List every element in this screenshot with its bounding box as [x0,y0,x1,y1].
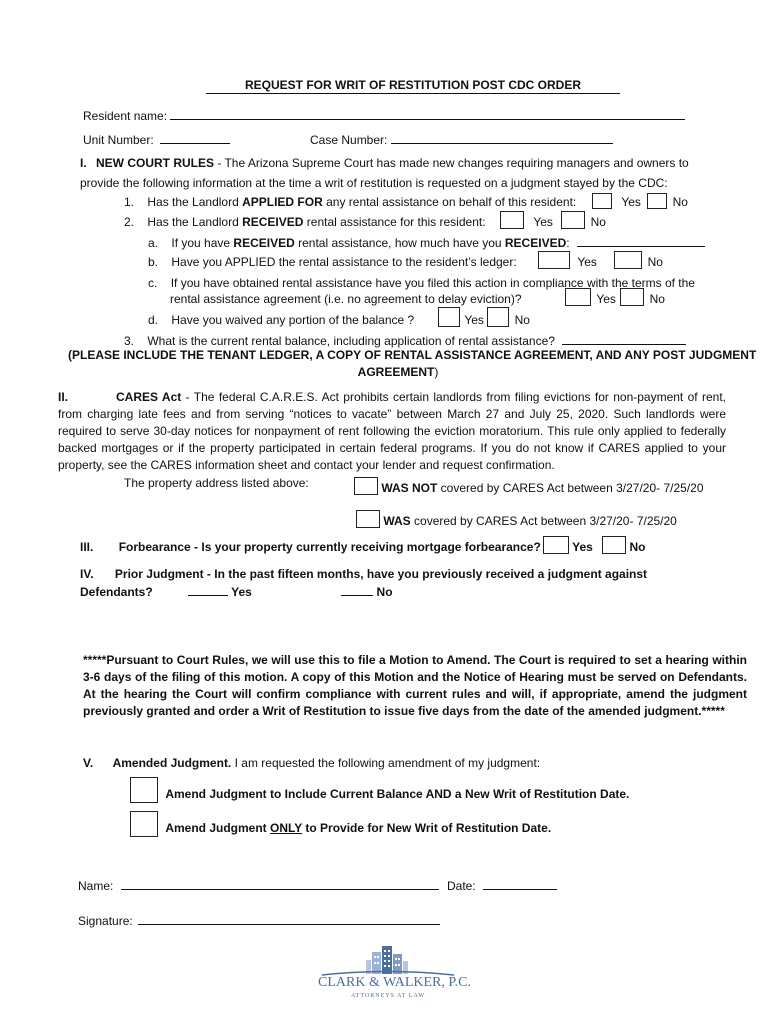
unit-number-field[interactable] [160,132,230,144]
question-2d: d. Have you waived any portion of the balance ? [148,313,415,327]
qd-answers [438,307,530,328]
amend-writ-only-checkbox[interactable] [130,811,158,837]
question-2a: a. If you have RECEIVED rental assistance, how much have you RECEIVED: [148,235,705,251]
amend-option-1: Amend Judgment to Include Current Balance AND a New Writ of Restitution Date. [130,777,629,803]
section2-heading: CARES Act [116,390,182,404]
include-ledger-note: (PLEASE INCLUDE THE TENANT LEDGER, A COPY OF RENTAL ASSISTANCE AGREEMENT, AND ANY POST JUDGMENT [68,348,757,362]
qb-no-label: No [647,255,663,269]
section1-numeral: I. [80,156,87,170]
section5-numeral: V. [83,756,94,770]
qd-yes-checkbox[interactable] [438,307,460,327]
question-2: 2. Has the Landlord RECEIVED rental assistance for this resident: [124,215,486,229]
qd-no-checkbox[interactable] [487,307,509,327]
section2-numeral: II. [58,390,69,404]
was-covered-checkbox[interactable] [356,510,380,528]
case-number-field[interactable] [391,132,613,144]
q2-no-checkbox[interactable] [561,211,585,229]
qc-no-label: No [649,292,665,306]
name-row [78,878,439,894]
date-field[interactable] [483,878,557,890]
section2-paragraph [58,389,726,474]
amend-option-2: Amend Judgment ONLY to Provide for New Writ of Restitution Date. [130,811,551,837]
question-3: 3. What is the current rental balance, including application of rental assistance? [124,333,686,349]
section1-heading: NEW COURT RULES [96,156,215,170]
firm-tagline: ATTORNEYS AT LAW [351,993,425,999]
qc-yes-label: Yes [596,292,616,306]
buildings-icon [318,944,458,978]
q1-answers [592,193,688,210]
q1-yes-checkbox[interactable] [592,193,612,209]
section3-answers: Yes No [543,536,646,555]
resident-name-row [83,108,685,124]
section4-prior-judgment: IV. Prior Judgment - In the past fifteen months, have you previously received a judgment against [80,567,648,581]
qb-no-checkbox[interactable] [614,251,642,269]
section3-numeral: III. [80,540,94,554]
resident-name-label: Resident name: [83,109,168,123]
section4-numeral: IV. [80,567,94,581]
qd-yes-label: Yes [464,313,484,327]
section1-heading-line [80,156,689,171]
q2-no-label: No [590,215,606,229]
q1-no-checkbox[interactable] [647,193,667,209]
section2-body: - The federal C.A.R.E.S. Act prohibits certain landlords from filing evictions for non-payment of rent, from charging late fees and from serving “notices to vacate” between March 27 and July 25, 2020. Such landlords were required to serve 30-day notices for nonpayment of rent following the eviction moratorium. This rule only applied to federally backed mortgages or if the property participated in certain federal programs. If you do not know if CARES applied to your property, see the CARES information sheet and contact your lender and request confirmation. [58,390,727,472]
unit-number-row [83,132,230,148]
section3-forbearance: III. Forbearance - Is your property currently receiving mortgage forbearance? [80,540,541,554]
signature-field[interactable] [138,913,440,925]
qc-answers [565,288,665,307]
cares-option-2: WAS covered by CARES Act between 3/27/20- 7/25/20 [356,510,677,529]
unit-number-label: Unit Number: [83,133,154,147]
signature-label: Signature: [78,914,133,928]
q1-no-label: No [672,195,688,209]
resident-name-field[interactable] [170,108,685,120]
case-number-row [310,132,613,148]
section1-intro-1: - The Arizona Supreme Court has made new changes requiring managers and owners to [214,156,689,170]
section4-line2: Defendants? Yes No [80,585,393,599]
cares-option-1: WAS NOT covered by CARES Act between 3/27/20- 7/25/20 [354,477,704,496]
qc-yes-checkbox[interactable] [565,288,591,306]
qb-yes-checkbox[interactable] [538,251,570,269]
forbearance-yes-checkbox[interactable] [543,536,569,554]
question-2c: c. If you have obtained rental assistance have you filed this action in compliance with the terms of the [148,276,695,290]
question-2c-line2: rental assistance agreement (i.e. no agreement to delay eviction)? [170,292,522,306]
name-label: Name: [78,879,114,893]
include-ledger-note-2: AGREEMENT) [357,365,439,379]
section5-amended-judgment: V. Amended Judgment. I am requested the following amendment of my judgment: [83,756,541,770]
amend-balance-checkbox[interactable] [130,777,158,803]
current-balance-field[interactable] [562,333,686,345]
qb-answers [538,251,663,270]
was-not-covered-checkbox[interactable] [354,477,378,495]
signature-row [78,913,440,929]
name-field[interactable] [121,878,439,890]
document-title: REQUEST FOR WRIT OF RESTITUTION POST CDC ORDER [206,78,620,94]
property-address-label: The property address listed above: [124,476,309,490]
firm-logo [318,944,471,1014]
question-2b: b. Have you APPLIED the rental assistance to the resident’s ledger: [148,255,517,269]
q1-yes-label: Yes [621,195,641,209]
prior-judgment-yes-field[interactable] [188,584,228,596]
qd-no-label: No [514,313,530,327]
q2-yes-checkbox[interactable] [500,211,524,229]
case-number-label: Case Number: [310,133,388,147]
date-row [447,878,557,894]
forbearance-no-checkbox[interactable] [602,536,626,554]
question-1: 1. Has the Landlord APPLIED FOR any rental assistance on behalf of this resident: [124,195,577,209]
received-amount-field[interactable] [577,235,705,247]
section1-intro-2: provide the following information at the time a writ of restitution is requested on a judgment stayed by the CDC: [80,176,668,190]
qc-no-checkbox[interactable] [620,288,644,306]
motion-notice: *****Pursuant to Court Rules, we will use this to file a Motion to Amend. The Court is required to set a hearing within 3-6 days of the filing of this motion. A copy of this Motion and the Notice of Hearing must be served on Defendants. At the hearing the Court will confirm compliance with current rules and will, if appropriate, amend the judgment previously granted and order a Writ of Restitution to issue five days from the date of the amended judgment.***** [83,653,747,718]
date-label: Date: [447,879,476,893]
qb-yes-label: Yes [577,255,597,269]
firm-name: CLARK & WALKER, P.C. [318,975,471,990]
section5-heading: Amended Judgment. [112,756,232,770]
q2-yes-label: Yes [533,215,553,229]
q2-answers [500,211,606,230]
prior-judgment-no-field[interactable] [341,584,373,596]
